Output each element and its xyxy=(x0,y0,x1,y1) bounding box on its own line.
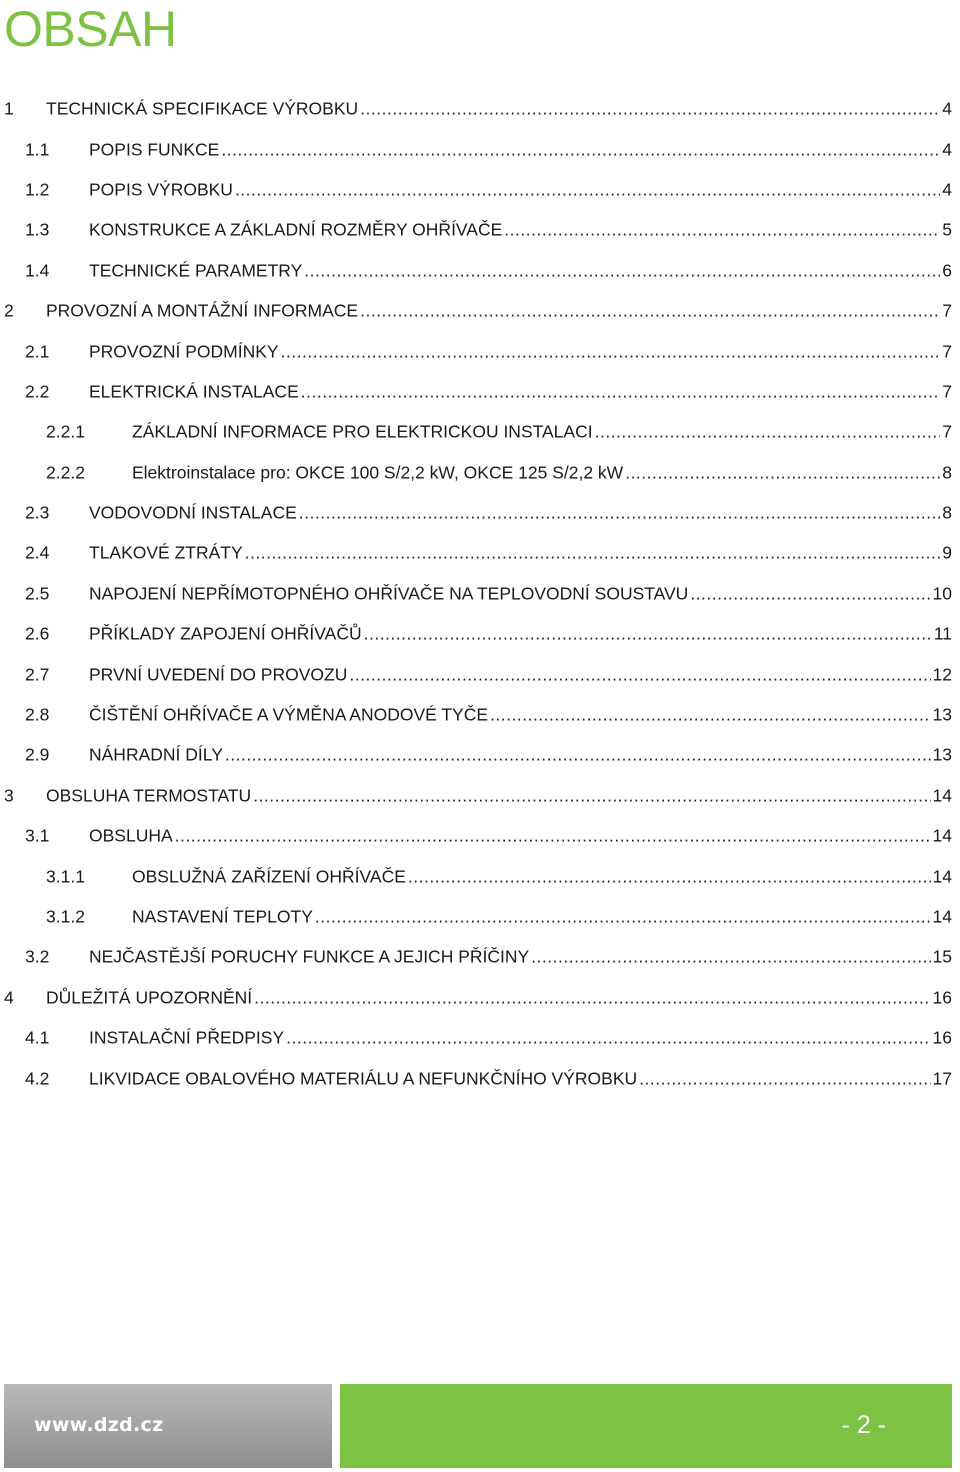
toc-entry-page: 4 xyxy=(942,179,952,200)
toc-dot-leader xyxy=(254,987,930,1008)
toc-entry-line xyxy=(46,301,952,322)
toc-entry-number: 4 xyxy=(4,987,14,1008)
toc-entry[interactable] xyxy=(0,897,960,937)
toc-entry[interactable] xyxy=(0,210,960,250)
toc-entry[interactable] xyxy=(0,776,960,816)
toc-entry-page: 14 xyxy=(932,825,952,846)
toc-entry-page: 12 xyxy=(932,664,952,685)
toc-entry-number: 2.4 xyxy=(25,542,50,563)
toc-entry[interactable] xyxy=(0,816,960,856)
toc-entry-page: 7 xyxy=(942,341,952,362)
toc-entry-label: POPIS VÝROBKU xyxy=(89,179,233,200)
toc-entry-line xyxy=(132,866,952,887)
toc-entry[interactable] xyxy=(0,978,960,1018)
toc-entry[interactable] xyxy=(0,533,960,573)
page-number: - 2 - xyxy=(841,1411,886,1439)
toc-dot-leader xyxy=(690,583,930,604)
toc-entry-line xyxy=(132,907,952,928)
toc-entry-page: 14 xyxy=(932,785,952,806)
toc-entry[interactable] xyxy=(0,291,960,331)
toc-entry-label: OBSLUHA xyxy=(89,825,173,846)
toc-dot-leader xyxy=(349,664,930,685)
toc-entry[interactable] xyxy=(0,493,960,533)
toc-entry-page: 17 xyxy=(932,1068,952,1089)
toc-entry-page: 16 xyxy=(932,1027,952,1048)
toc-dot-leader xyxy=(175,826,931,847)
toc-dot-leader xyxy=(221,139,940,160)
toc-entry-number: 2.2.2 xyxy=(46,462,85,483)
toc-entry-label: NASTAVENÍ TEPLOTY xyxy=(132,906,313,927)
toc-entry-number: 2 xyxy=(4,300,14,321)
toc-entry-page: 5 xyxy=(942,219,952,240)
page-title: OBSAH xyxy=(4,1,177,57)
footer-page-panel xyxy=(340,1384,952,1468)
toc-dot-leader xyxy=(235,179,940,200)
toc-entry-number: 2.5 xyxy=(25,583,50,604)
toc-entry-line xyxy=(89,1028,952,1049)
toc-dot-leader xyxy=(360,99,940,120)
toc-entry-number: 2.6 xyxy=(25,623,50,644)
toc-entry-line xyxy=(89,260,952,281)
toc-entry[interactable] xyxy=(0,372,960,412)
toc-entry-number: 2.8 xyxy=(25,704,50,725)
toc-entry-label: KONSTRUKCE A ZÁKLADNÍ ROZMĚRY OHŘÍVAČE xyxy=(89,219,503,240)
toc-entry-page: 9 xyxy=(942,542,952,563)
toc-entry-label: INSTALAČNÍ PŘEDPISY xyxy=(89,1027,285,1048)
toc-entry-page: 7 xyxy=(942,300,952,321)
toc-entry-number: 2.2 xyxy=(25,381,50,402)
toc-dot-leader xyxy=(595,422,941,443)
toc-entry-number: 1.4 xyxy=(25,260,50,281)
toc-entry-number: 3.2 xyxy=(25,946,50,967)
toc-entry[interactable] xyxy=(0,1018,960,1058)
toc-entry-number: 3.1 xyxy=(25,825,50,846)
toc-entry-page: 16 xyxy=(932,987,952,1008)
toc-entry-line xyxy=(132,462,952,483)
toc-entry[interactable] xyxy=(0,695,960,735)
toc-entry-label: NAPOJENÍ NEPŘÍMOTOPNÉHO OHŘÍVAČE NA TEPLOVODNÍ SOUSTAVU xyxy=(89,583,689,604)
toc-entry-label: OBSLUŽNÁ ZAŘÍZENÍ OHŘÍVAČE xyxy=(132,866,406,887)
toc-entry[interactable] xyxy=(0,654,960,694)
toc-entry[interactable] xyxy=(0,856,960,896)
toc-entry-label: LIKVIDACE OBALOVÉHO MATERIÁLU A NEFUNKČNÍHO VÝROBKU xyxy=(89,1068,638,1089)
toc-entry-number: 2.9 xyxy=(25,744,50,765)
toc-entry-label: TECHNICKÁ SPECIFIKACE VÝROBKU xyxy=(46,98,359,119)
toc-entry-number: 2.1 xyxy=(25,341,50,362)
toc-entry-line xyxy=(89,705,952,726)
toc-dot-leader xyxy=(245,543,941,564)
toc-entry-page: 6 xyxy=(942,260,952,281)
toc-entry-label: ČIŠTĚNÍ OHŘÍVAČE A VÝMĚNA ANODOVÉ TYČE xyxy=(89,704,489,725)
toc-entry[interactable] xyxy=(0,735,960,775)
toc-entry-page: 14 xyxy=(932,906,952,927)
footer-divider xyxy=(332,1384,340,1468)
toc-dot-leader xyxy=(253,785,930,806)
toc-entry-number: 2.2.1 xyxy=(46,421,85,442)
toc-entry-label: PROVOZNÍ PODMÍNKY xyxy=(89,341,279,362)
toc-entry-number: 2.3 xyxy=(25,502,50,523)
toc-entry-page: 15 xyxy=(932,946,952,967)
toc-entry-page: 7 xyxy=(942,381,952,402)
toc-entry-page: 4 xyxy=(942,139,952,160)
toc-entry[interactable] xyxy=(0,453,960,493)
toc-entry-line xyxy=(89,1068,952,1089)
toc-entry-page: 7 xyxy=(942,421,952,442)
toc-dot-leader xyxy=(299,503,940,524)
toc-entry-page: 8 xyxy=(942,502,952,523)
toc-entry[interactable] xyxy=(0,170,960,210)
toc-entry-page: 14 xyxy=(932,866,952,887)
toc-entry[interactable] xyxy=(0,129,960,169)
footer-logo-panel xyxy=(4,1384,332,1468)
toc-entry-line xyxy=(89,179,952,200)
toc-dot-leader xyxy=(531,947,930,968)
toc-dot-leader xyxy=(286,1028,930,1049)
toc-entry[interactable] xyxy=(0,89,960,129)
toc-entry-label: PRVNÍ UVEDENÍ DO PROVOZU xyxy=(89,664,348,685)
toc-entry-label: Elektroinstalace pro: OKCE 100 S/2,2 kW, OKCE 125 S/2,2 kW xyxy=(132,462,624,483)
toc-entry-label: ELEKTRICKÁ INSTALACE xyxy=(89,381,299,402)
toc-entry-label: POPIS FUNKCE xyxy=(89,139,220,160)
toc-entry-line xyxy=(46,99,952,120)
toc-entry[interactable] xyxy=(0,574,960,614)
toc-entry[interactable] xyxy=(0,412,960,452)
toc-dot-leader xyxy=(504,220,940,241)
toc-entry[interactable] xyxy=(0,331,960,371)
toc-entry[interactable] xyxy=(0,614,960,654)
toc-entry-page: 10 xyxy=(932,583,952,604)
toc-dot-leader xyxy=(639,1068,930,1089)
toc-dot-leader xyxy=(360,301,940,322)
toc-entry-page: 13 xyxy=(932,744,952,765)
toc-dot-leader xyxy=(225,745,931,766)
toc-entry-line xyxy=(89,583,952,604)
toc-entry-number: 3 xyxy=(4,785,14,806)
toc-entry-label: VODOVODNÍ INSTALACE xyxy=(89,502,297,523)
toc-dot-leader xyxy=(281,341,941,362)
toc-entry-label: ZÁKLADNÍ INFORMACE PRO ELEKTRICKOU INSTALACI xyxy=(132,421,593,442)
toc-entry-number: 1.3 xyxy=(25,219,50,240)
toc-entry-line xyxy=(89,745,952,766)
toc-entry[interactable] xyxy=(0,1058,960,1098)
toc-entry-number: 4.1 xyxy=(25,1027,50,1048)
toc-entry-line xyxy=(46,987,952,1008)
toc-entry-line xyxy=(89,341,952,362)
toc-entry[interactable] xyxy=(0,251,960,291)
toc-entry-label: TLAKOVÉ ZTRÁTY xyxy=(89,542,243,563)
toc-dot-leader xyxy=(625,462,940,483)
toc-entry-label: OBSLUHA TERMOSTATU xyxy=(46,785,252,806)
toc-entry[interactable] xyxy=(0,937,960,977)
toc-entry-label: PROVOZNÍ A MONTÁŽNÍ INFORMACE xyxy=(46,300,359,321)
toc-entry-page: 4 xyxy=(942,98,952,119)
toc-dot-leader xyxy=(301,381,941,402)
toc-entry-line xyxy=(46,785,952,806)
toc-entry-line xyxy=(89,947,952,968)
toc-entry-line xyxy=(89,139,952,160)
toc-entry-number: 1.1 xyxy=(25,139,50,160)
toc-entry-line xyxy=(89,381,952,402)
toc-entry-line xyxy=(89,543,952,564)
toc-dot-leader xyxy=(490,705,930,726)
toc-dot-leader xyxy=(364,624,932,645)
toc-entry-label: NÁHRADNÍ DÍLY xyxy=(89,744,223,765)
toc-entry-number: 1.2 xyxy=(25,179,50,200)
toc-entry-page: 8 xyxy=(942,462,952,483)
toc-entry-number: 4.2 xyxy=(25,1068,50,1089)
toc-entry-number: 1 xyxy=(4,98,14,119)
toc-entry-line xyxy=(89,624,952,645)
toc-entry-label: NEJČASTĚJŠÍ PORUCHY FUNKCE A JEJICH PŘÍČINY xyxy=(89,946,530,967)
toc-entry-line xyxy=(132,422,952,443)
toc-entry-page: 11 xyxy=(933,623,952,644)
footer-url: www.dzd.cz xyxy=(34,1414,164,1436)
toc-dot-leader xyxy=(315,907,931,928)
toc-entry-page: 13 xyxy=(932,704,952,725)
table-of-contents xyxy=(0,89,960,1099)
toc-entry-label: TECHNICKÉ PARAMETRY xyxy=(89,260,303,281)
toc-dot-leader xyxy=(304,260,940,281)
page-footer xyxy=(4,1384,952,1468)
toc-entry-number: 3.1.1 xyxy=(46,866,85,887)
toc-entry-number: 2.7 xyxy=(25,664,50,685)
toc-entry-label: PŘÍKLADY ZAPOJENÍ OHŘÍVAČŮ xyxy=(89,623,362,644)
toc-entry-line xyxy=(89,503,952,524)
toc-entry-line xyxy=(89,826,952,847)
toc-entry-line xyxy=(89,220,952,241)
toc-entry-line xyxy=(89,664,952,685)
toc-entry-number: 3.1.2 xyxy=(46,906,85,927)
toc-entry-label: DŮLEŽITÁ UPOZORNĚNÍ xyxy=(46,987,253,1008)
toc-dot-leader xyxy=(408,866,931,887)
